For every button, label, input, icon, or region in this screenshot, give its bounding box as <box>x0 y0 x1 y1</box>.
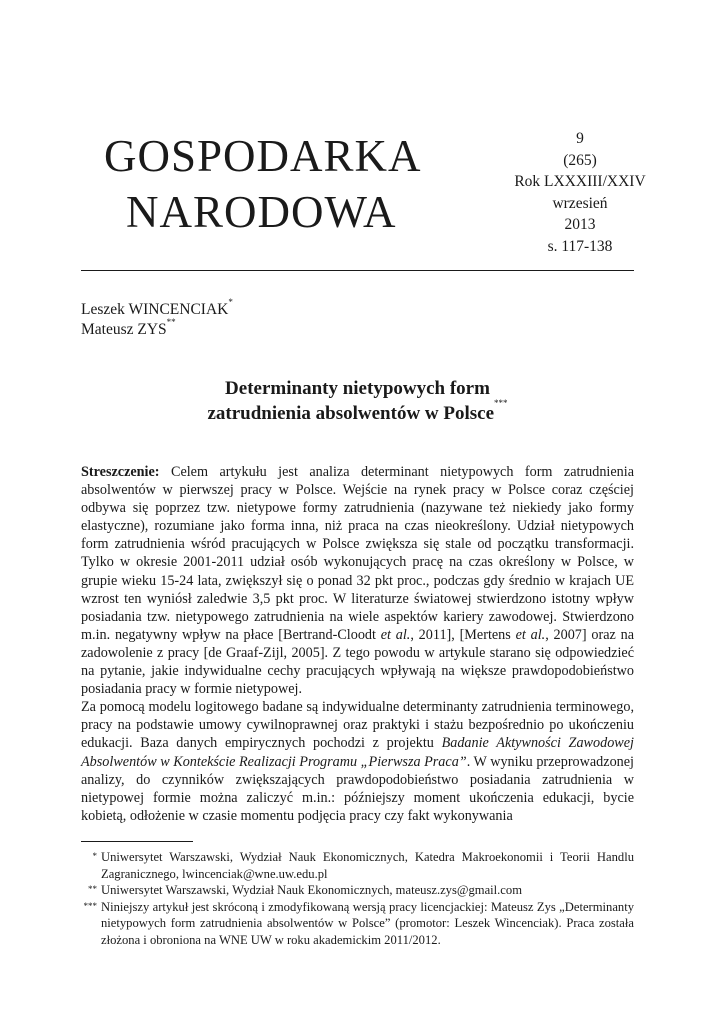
abstract-text: Za pomocą modelu logitowego badane są indywidualne determinanty zatrudnienia terminowego, pracy na podstawie umowy cywilnoprawnej oraz praktyki i stażu bezpośrednio po ukończeniu edukacji. Baza danych empirycznych pochodzi z projektu <box>81 699 634 752</box>
abstract <box>81 463 634 825</box>
abstract-text: Celem artykułu jest analiza determinant nietypowych form zatrudnienia absolwentów w pierwszej pracy w Polsce. Wejście na rynek pracy w Polsce coraz częściej odbywa się poprzez tzw. nietypowe formy zatrudnienia (nazywane też niekiedy jako formy elastyczne), rozumiane jako forma inna, niż praca na czas nieokreślony. Udział nietypowych form zatrudnienia wśród pracujących w Polsce zwiększa się stale od początku transformacji. Tylko w okresie 2001-2011 udział osób wykonujących pracę na czas określony w Polsce, w grupie wieku 15-24 lata, zwiększył się o ponad 32 pkt proc., podczas gdy średnio w krajach UE wzrost ten wyniósł zaledwie 3,5 pkt proc. W literaturze światowej stwierdzono istotny wpływ posiadania tzw. nietypowego zatrudnienia na wiele aspektów kariery zawodowej. Stwierdzono m.in. negatywny wpływ na płace [Bertrand-Cloodt <box>81 464 635 643</box>
abstract-label: Streszczenie: <box>81 464 160 480</box>
abstract-text: , 2007] oraz na zadowolenie z pracy [de Graaf-Zijl, 2005]. Z tego powodu w artykule starano się odpowiedzieć na pytanie, jakie indywidualne cechy pracujących wpływają na większe prawdopodobieństwo posiadania pracy w formie nietypowej. <box>81 626 634 698</box>
author-name: Mateusz ZYS <box>81 321 167 338</box>
abstract-text: , 2011], [Mertens <box>410 626 516 643</box>
abstract-text: . W wyniku przeprowadzonej analizy, do czynników zwiększających prawdopodobieństwo posiadania zatrudnienia w nietypowej formie można zaliczyć m.in.: późniejszy moment ukończenia edukacji, bycie kobietą, odłożenie w czasie momentu podjęcia pracy czy fakt wykonywania <box>81 753 634 824</box>
footnotes <box>81 849 634 949</box>
footnote-rule <box>81 841 193 842</box>
footnote-mark: ** <box>88 884 97 895</box>
abstract-paragraph <box>81 698 634 825</box>
author <box>81 317 233 340</box>
abstract-italic: et al. <box>380 626 411 643</box>
abstract-italic: et al. <box>515 626 546 643</box>
article-title-line-2 <box>81 398 634 426</box>
journal-title-line-1: GOSPODARKA <box>104 131 422 181</box>
footnote <box>81 849 634 882</box>
author-footnote-mark: ** <box>166 317 176 327</box>
footnote <box>81 899 634 949</box>
issue-number: 9 <box>576 130 584 147</box>
page-range: s. 117-138 <box>547 237 613 255</box>
footnote-mark: * <box>92 851 97 861</box>
issue-year: 2013 <box>564 216 596 233</box>
journal-title-line-2: NARODOWA <box>126 187 397 237</box>
article-title-line-1: Determinanty nietypowych form <box>225 378 490 399</box>
author-name: Leszek WINCENCIAK <box>81 301 229 318</box>
footnote-text: Uniwersytet Warszawski, Wydział Nauk Ekonomicznych, Katedra Makroekonomii i Teorii Handlu Zagranicznego, lwincenciak@wne.uw.edu.pl <box>101 850 634 881</box>
year-volume: Rok LXXXIII/XXIV <box>514 173 646 190</box>
issue-month: wrzesień <box>552 194 608 212</box>
project-title: Badanie Aktywności Zawodowej Absolwentów w Kontekście Realizacji Programu „Pierwsza Praca” <box>81 735 634 770</box>
article-footnote-mark: *** <box>494 398 508 408</box>
author <box>81 297 233 320</box>
footnote <box>81 882 634 899</box>
footnote-mark: *** <box>83 900 97 911</box>
author-footnote-mark: * <box>228 297 233 307</box>
issue-total: (265) <box>563 151 597 169</box>
footnote-text: Niniejszy artykuł jest skróconą i zmodyfikowaną wersją pracy licencjackiej: Mateusz Zys „Determinanty nietypowych form zatrudnienia absolwentów w Polsce” (promotor: Leszek Wincenciak). Praca została złożona i obroniona na WNE UW w roku akademickim 2011/2012. <box>101 899 634 947</box>
masthead-rule <box>81 270 634 271</box>
issue-info <box>510 128 650 257</box>
author-list <box>81 297 233 340</box>
journal-title <box>104 128 504 240</box>
abstract-paragraph <box>81 463 634 698</box>
article-title <box>81 376 634 426</box>
footnote-text: Uniwersytet Warszawski, Wydział Nauk Ekonomicznych, mateusz.zys@gmail.com <box>101 883 522 898</box>
article-title-text: zatrudnienia absolwentów w Polsce <box>207 403 495 424</box>
